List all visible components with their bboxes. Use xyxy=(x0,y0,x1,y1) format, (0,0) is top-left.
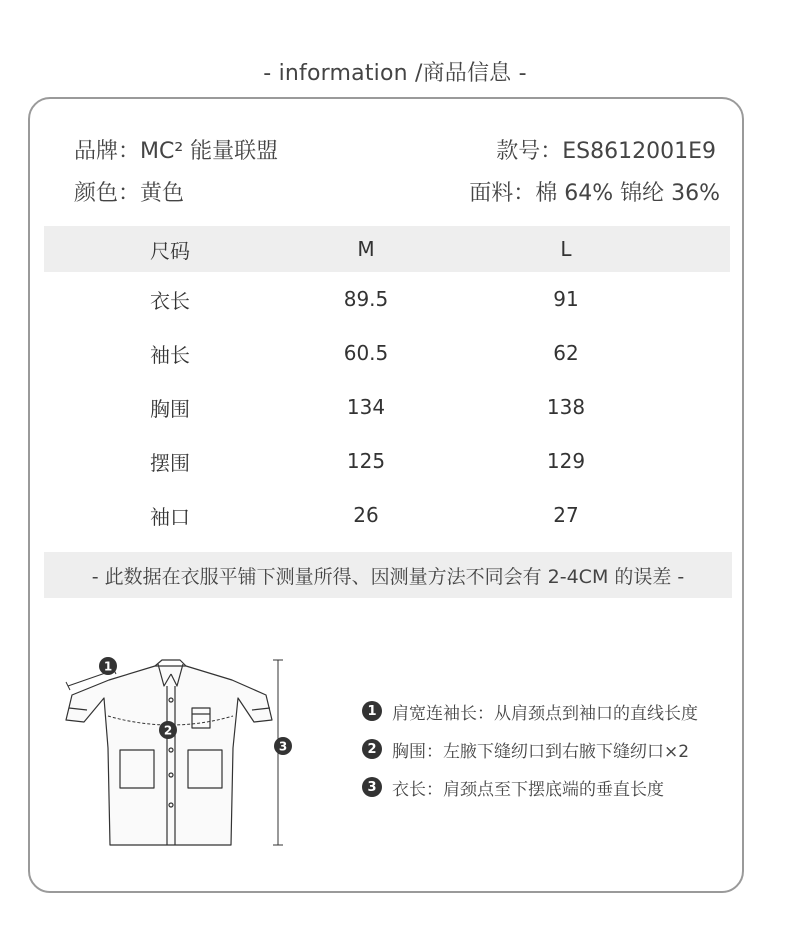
legend-text: 胸围：左腋下缝纫口到右腋下缝纫口×2 xyxy=(392,741,690,762)
cell-l: 91 xyxy=(553,287,579,311)
legend-item xyxy=(362,768,698,806)
legend-text: 肩宽连袖长：从肩颈点到袖口的直线长度 xyxy=(392,703,698,724)
cell-m: 89.5 xyxy=(343,287,389,311)
legend-text: 衣长：肩颈点至下摆底端的垂直长度 xyxy=(392,779,664,800)
cell-m: 134 xyxy=(346,395,386,419)
cell-m: 60.5 xyxy=(343,341,389,365)
page-title: - information /商品信息 - xyxy=(263,61,527,86)
svg-text:3: 3 xyxy=(278,739,288,754)
header-cell-l: L xyxy=(560,237,572,261)
cell-m: 26 xyxy=(353,503,379,527)
marker-3 xyxy=(274,737,292,755)
table-row xyxy=(44,326,730,380)
marker-2 xyxy=(159,721,177,739)
table-row xyxy=(44,380,730,434)
marker-1 xyxy=(99,657,117,675)
legend-number-2: 2 xyxy=(362,739,382,759)
cell-l: 129 xyxy=(546,449,586,473)
fabric-info: 面料：棉 64% 锦纶 36% xyxy=(469,181,720,206)
garment-diagram xyxy=(54,650,304,850)
model-info: 款号：ES8612001E9 xyxy=(496,139,716,164)
table-row xyxy=(44,488,730,542)
legend-number-1: 1 xyxy=(362,701,382,721)
row-label: 摆围 xyxy=(150,450,190,475)
row-label: 胸围 xyxy=(150,396,190,421)
measurement-legend xyxy=(362,692,698,806)
row-label: 衣长 xyxy=(150,288,190,313)
row-label: 袖长 xyxy=(150,342,190,367)
header-cell-size: 尺码 xyxy=(150,238,190,263)
svg-text:1: 1 xyxy=(103,659,113,674)
header-cell-m: M xyxy=(357,237,375,261)
cell-l: 27 xyxy=(553,503,579,527)
size-table xyxy=(44,226,730,542)
row-label: 袖口 xyxy=(150,504,190,529)
cell-l: 62 xyxy=(553,341,579,365)
table-row xyxy=(44,272,730,326)
legend-number-3: 3 xyxy=(362,777,382,797)
legend-item xyxy=(362,730,698,768)
color-info: 颜色：黄色 xyxy=(74,181,185,206)
brand-info: 品牌：MC² 能量联盟 xyxy=(74,139,279,164)
svg-text:2: 2 xyxy=(163,723,173,738)
legend-item xyxy=(362,692,698,730)
measurement-note: - 此数据在衣服平铺下测量所得、因测量方法不同会有 2-4CM 的误差 - xyxy=(44,552,732,598)
table-row xyxy=(44,434,730,488)
cell-m: 125 xyxy=(346,449,386,473)
cell-l: 138 xyxy=(546,395,586,419)
table-header-row xyxy=(44,226,730,272)
